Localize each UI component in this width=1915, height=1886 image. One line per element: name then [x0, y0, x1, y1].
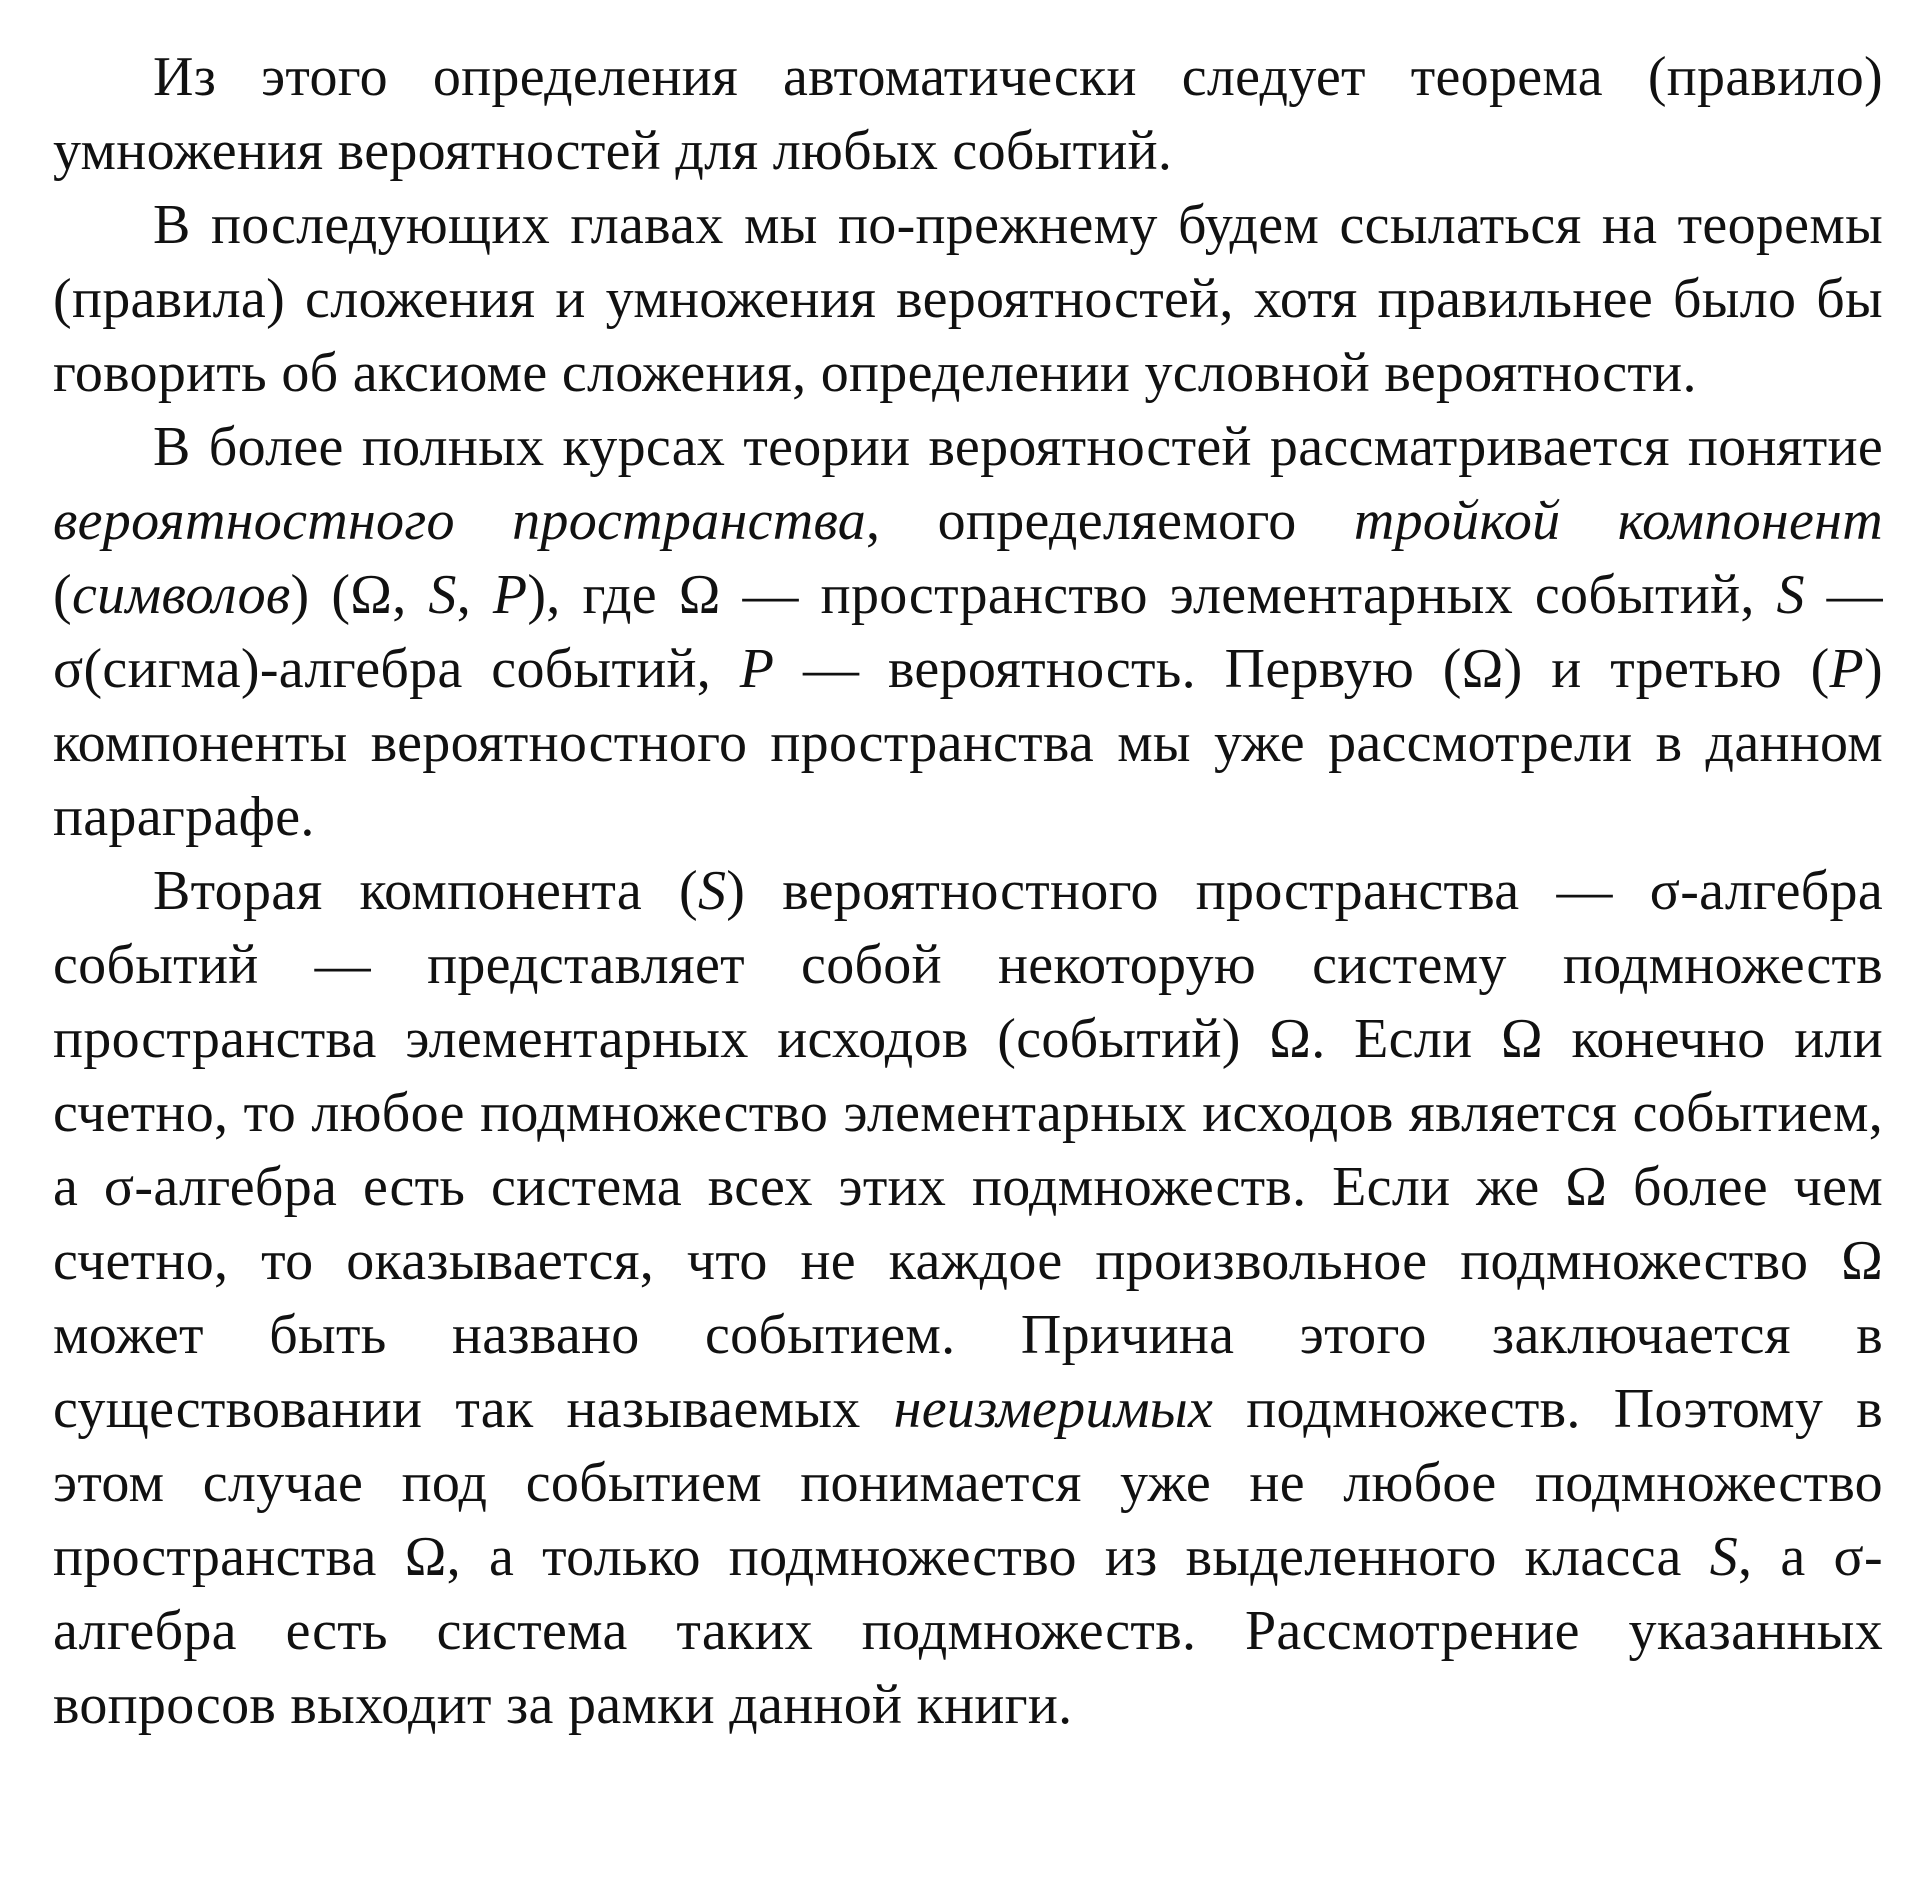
italic-term: неизмеримых [893, 1378, 1214, 1440]
text-run: ( [53, 564, 72, 626]
italic-symbol: S [697, 860, 727, 922]
paragraph-1 [53, 40, 1883, 188]
text-run: , а σ-алгебра есть система таких подмножеств. Рассмотрение указанных вопросов выходит за рамки данной книги. [53, 1526, 1883, 1736]
italic-term: тройкой компонент [1353, 490, 1883, 552]
italic-term: символов [71, 564, 291, 626]
italic-term: вероятностного пространства [53, 490, 867, 552]
text-run: подмножеств. Поэтому в этом случае под событием понимается уже не любое подмножество пространства Ω, а только подмножество из выделенного класса [53, 1378, 1883, 1588]
paragraph-4 [53, 854, 1883, 1742]
paragraph-1-text: Из этого определения автоматически следует теорема (правило) умножения вероятностей для любых событий. [53, 46, 1883, 182]
text-run: ), где Ω — пространство элементарных событий, [527, 564, 1777, 626]
text-run: — вероятность. Первую (Ω) и третью ( [774, 638, 1830, 700]
italic-symbol: S [1709, 1526, 1739, 1588]
italic-symbol: P [739, 638, 775, 700]
text-run: В более полных курсах теории вероятностей рассматривается понятие [153, 416, 1883, 478]
italic-symbol: P [492, 564, 528, 626]
book-page [53, 40, 1883, 1742]
text-run: ) компоненты вероятностного пространства мы уже рассмотрели в данном параграфе. [53, 638, 1883, 848]
italic-symbol: S [428, 564, 457, 626]
italic-symbol: S [1776, 564, 1805, 626]
text-run: ) вероятностного пространства — σ-алгебра событий — представляет собой некоторую систему подмножеств пространства элементарных исходов (событий) Ω. Если Ω конечно или счетно, то любое подмножество элементарных исходов является событием, а σ-алгебра есть система всех этих подмножеств. Если же Ω более чем счетно, то оказывается, что не каждое произвольное подмножество Ω может быть названо событием. Причина этого заключается в существовании так называемых [53, 860, 1883, 1440]
text-run: ) (Ω, [290, 564, 429, 626]
paragraph-2 [53, 188, 1883, 410]
paragraph-2-text: В последующих главах мы по-прежнему будем ссылаться на теоремы (правила) сложения и умножения вероятностей, хотя правильнее было бы говорить об аксиоме сложения, определении условной вероятности. [53, 194, 1883, 404]
italic-symbol: P [1829, 638, 1865, 700]
text-run: , [456, 564, 493, 626]
text-run: —σ(сигма)-алгебра событий, [53, 564, 1883, 700]
text-run: , определяемого [866, 490, 1354, 552]
text-run: Вторая компонента ( [153, 860, 698, 922]
paragraph-3 [53, 410, 1883, 854]
